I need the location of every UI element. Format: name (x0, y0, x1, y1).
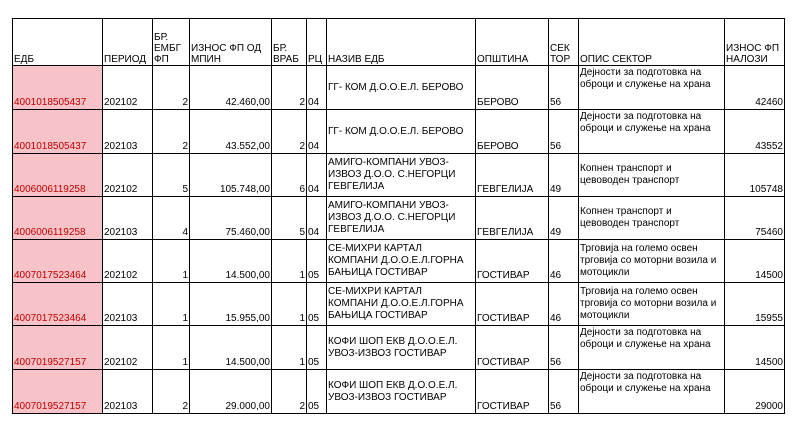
naziv-cell: СЕ-МИХРИ КАРТАЛ КОМПАНИ Д.О.О.Е.Л.ГОРНА БАЊИЦА ГОСТИВАР (327, 283, 476, 326)
edb-cell: 4007017523464 (13, 240, 103, 283)
iznos-mpin-cell: 14.500,00 (190, 240, 272, 283)
header-row (13, 19, 785, 66)
edb-cell: 4007017523464 (13, 283, 103, 326)
naziv-cell: КОФИ ШОП ЕКВ Д.О.О.Е.Л. УВОЗ-ИЗВОЗ ГОСТИВАР (327, 326, 476, 370)
rc-cell: 05 (307, 326, 327, 370)
table-row (13, 370, 785, 414)
br-emb-cell: 1 (153, 283, 190, 326)
iznos-mpin-cell: 43.552,00 (190, 110, 272, 154)
table-row (13, 326, 785, 370)
br-vrab-cell: 2 (272, 66, 307, 110)
sektor-cell: 46 (549, 283, 579, 326)
br-vrab-cell: 2 (272, 110, 307, 154)
period-cell: 202103 (103, 197, 153, 240)
opis-cell: Дејности за подготовка на оброци и служење на храна (579, 66, 725, 110)
br-vrab-cell: 2 (272, 370, 307, 414)
opis-cell: Дејности за подготовка на оброци и служење на храна (579, 326, 725, 370)
sektor-cell: 56 (549, 326, 579, 370)
opis-cell: Трговија на големо освен трговија со моторни возила и мотоцикли (579, 283, 725, 326)
opstina-cell: БЕРОВО (476, 110, 549, 154)
iznos-mpin-cell: 42.460,00 (190, 66, 272, 110)
period-cell: 202102 (103, 326, 153, 370)
iznos-nalozi-cell: 15955 (725, 283, 785, 326)
br-emb-cell: 2 (153, 370, 190, 414)
iznos-nalozi-cell: 14500 (725, 326, 785, 370)
iznos-mpin-cell: 15.955,00 (190, 283, 272, 326)
br-emb-cell: 2 (153, 110, 190, 154)
br-vrab-cell: 6 (272, 154, 307, 197)
rc-cell: 04 (307, 110, 327, 154)
naziv-cell: АМИГО-КОМПАНИ УВОЗ-ИЗВОЗ Д.О.О. С.НЕГОРЦИ ГЕВГЕЛИЈА (327, 154, 476, 197)
table-row (13, 283, 785, 326)
header-edb: ЕДБ (13, 19, 103, 66)
iznos-nalozi-cell: 43552 (725, 110, 785, 154)
table-row (13, 66, 785, 110)
opstina-cell: БЕРОВО (476, 66, 549, 110)
table-row (13, 110, 785, 154)
table-row (13, 154, 785, 197)
period-cell: 202103 (103, 283, 153, 326)
header-opstina: ОПШТИНА (476, 19, 549, 66)
br-vrab-cell: 1 (272, 283, 307, 326)
period-cell: 202102 (103, 154, 153, 197)
opstina-cell: ГОСТИВАР (476, 370, 549, 414)
opstina-cell: ГОСТИВАР (476, 240, 549, 283)
naziv-cell: АМИГО-КОМПАНИ УВОЗ-ИЗВОЗ Д.О.О. С.НЕГОРЦИ ГЕВГЕЛИЈА (327, 197, 476, 240)
header-sektor: СЕК ТОР (549, 19, 579, 66)
header-rc: РЦ (307, 19, 327, 66)
sektor-cell: 49 (549, 154, 579, 197)
iznos-nalozi-cell: 75460 (725, 197, 785, 240)
iznos-nalozi-cell: 42460 (725, 66, 785, 110)
opstina-cell: ГЕВГЕЛИЈА (476, 154, 549, 197)
period-cell: 202103 (103, 110, 153, 154)
br-emb-cell: 1 (153, 240, 190, 283)
opis-cell: Трговија на големо освен трговија со моторни возила и мотоцикли (579, 240, 725, 283)
iznos-nalozi-cell: 29000 (725, 370, 785, 414)
rc-cell: 04 (307, 197, 327, 240)
sektor-cell: 46 (549, 240, 579, 283)
period-cell: 202102 (103, 240, 153, 283)
header-br-emb: БР. ЕМБГ ФП (153, 19, 190, 66)
opstina-cell: ГЕВГЕЛИЈА (476, 197, 549, 240)
opis-cell: Дејности за подготовка на оброци и служење на храна (579, 370, 725, 414)
iznos-mpin-cell: 29.000,00 (190, 370, 272, 414)
opis-cell: Дејности за подготовка на оброци и служење на храна (579, 110, 725, 154)
iznos-mpin-cell: 75.460,00 (190, 197, 272, 240)
opstina-cell: ГОСТИВАР (476, 326, 549, 370)
header-iznos-mpin: ИЗНОС ФП ОД МПИН (190, 19, 272, 66)
br-emb-cell: 5 (153, 154, 190, 197)
naziv-cell: КОФИ ШОП ЕКВ Д.О.О.Е.Л. УВОЗ-ИЗВОЗ ГОСТИВАР (327, 370, 476, 414)
opstina-cell: ГОСТИВАР (476, 283, 549, 326)
table-body (13, 66, 785, 414)
naziv-cell: ГГ- КОМ Д.О.О.Е.Л. БЕРОВО (327, 110, 476, 154)
rc-cell: 05 (307, 283, 327, 326)
rc-cell: 05 (307, 370, 327, 414)
data-table (12, 18, 785, 414)
rc-cell: 04 (307, 154, 327, 197)
header-iznos-nalozi: ИЗНОС ФП НАЛОЗИ (725, 19, 785, 66)
sektor-cell: 56 (549, 66, 579, 110)
table-row (13, 197, 785, 240)
sektor-cell: 49 (549, 197, 579, 240)
iznos-nalozi-cell: 14500 (725, 240, 785, 283)
rc-cell: 04 (307, 66, 327, 110)
sektor-cell: 56 (549, 110, 579, 154)
br-vrab-cell: 1 (272, 240, 307, 283)
header-period: ПЕРИОД (103, 19, 153, 66)
header-br-vrab: БР. ВРАБ (272, 19, 307, 66)
rc-cell: 05 (307, 240, 327, 283)
period-cell: 202102 (103, 66, 153, 110)
br-vrab-cell: 5 (272, 197, 307, 240)
header-naziv: НАЗИВ ЕДБ (327, 19, 476, 66)
edb-cell: 4001018505437 (13, 110, 103, 154)
period-cell: 202103 (103, 370, 153, 414)
edb-cell: 4006006119258 (13, 197, 103, 240)
iznos-mpin-cell: 14.500,00 (190, 326, 272, 370)
edb-cell: 4001018505437 (13, 66, 103, 110)
naziv-cell: СЕ-МИХРИ КАРТАЛ КОМПАНИ Д.О.О.Е.Л.ГОРНА БАЊИЦА ГОСТИВАР (327, 240, 476, 283)
opis-cell: Копнен транспорт и цевоводен транспорт (579, 154, 725, 197)
opis-cell: Копнен транспорт и цевоводен транспорт (579, 197, 725, 240)
br-emb-cell: 2 (153, 66, 190, 110)
iznos-mpin-cell: 105.748,00 (190, 154, 272, 197)
br-vrab-cell: 1 (272, 326, 307, 370)
br-emb-cell: 1 (153, 326, 190, 370)
table-row (13, 240, 785, 283)
edb-cell: 4006006119258 (13, 154, 103, 197)
edb-cell: 4007019527157 (13, 326, 103, 370)
naziv-cell: ГГ- КОМ Д.О.О.Е.Л. БЕРОВО (327, 66, 476, 110)
sektor-cell: 56 (549, 370, 579, 414)
edb-cell: 4007019527157 (13, 370, 103, 414)
iznos-nalozi-cell: 105748 (725, 154, 785, 197)
br-emb-cell: 4 (153, 197, 190, 240)
header-opis: ОПИС СЕКТОР (579, 19, 725, 66)
